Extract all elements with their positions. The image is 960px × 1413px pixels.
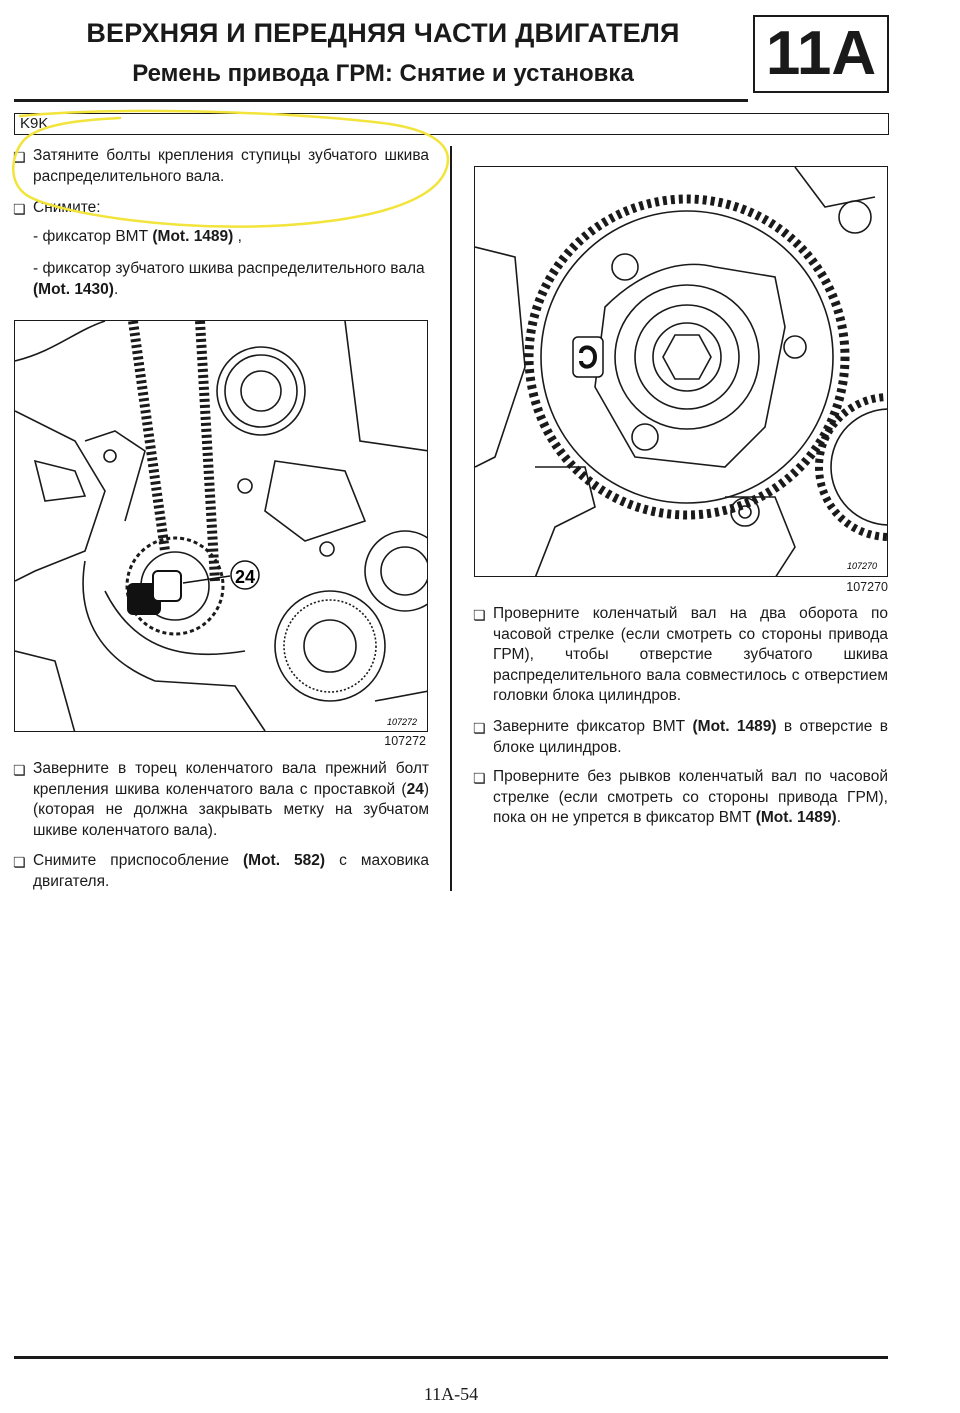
tool-ref: (Mot. 582): [243, 852, 326, 869]
substep-suffix: .: [113, 280, 119, 298]
tool-ref: (Mot. 1489): [755, 809, 837, 826]
checkbox-bullet-icon: ❏: [13, 762, 26, 778]
substep-tdc-pin: [33, 227, 429, 248]
page-subtitle: Ремень привода ГРМ: Снятие и установка: [132, 60, 634, 87]
chapter-badge: 11A: [753, 15, 889, 93]
checkbox-bullet-icon: ❏: [473, 607, 486, 623]
engine-code-bar: [14, 113, 889, 135]
step-remove-tool: [13, 851, 429, 892]
figure-inner-code: 107270: [846, 561, 877, 571]
checkbox-bullet-icon: ❏: [13, 149, 26, 165]
step-text: Снимите приспособление: [33, 852, 243, 869]
substep-suffix: ,: [233, 228, 242, 245]
engine-front-illustration: [15, 321, 428, 732]
checkbox-bullet-icon: ❏: [473, 720, 486, 736]
step-remove: [13, 198, 429, 219]
callout-ref: 24: [406, 780, 424, 798]
step-install-bolt: [13, 759, 429, 841]
figure-inner-code: 107272: [386, 717, 417, 727]
tool-ref: (Mot. 1430): [33, 280, 114, 298]
step-text: Заверните фиксатор ВМТ: [493, 718, 693, 735]
page-number: 11A-54: [423, 1384, 479, 1404]
section-title: ВЕРХНЯЯ И ПЕРЕДНЯЯ ЧАСТИ ДВИГАТЕЛЯ: [86, 18, 680, 48]
step-install-tdc-pin: [473, 717, 888, 758]
substep-text: - фиксатор ВМТ: [33, 228, 153, 245]
step-text: Заверните в торец коленчатого вала прежний болт крепления шкива коленчатого вала с проставкой (: [33, 760, 429, 798]
step-text: Снимите:: [33, 199, 101, 216]
step-text-end: .: [836, 809, 841, 826]
figure-caption: 107272: [384, 734, 426, 748]
step-text-end: ) (которая не должна закрывать метку на зубчатом шкиве коленчатого вала).: [33, 780, 429, 839]
camshaft-illustration: [475, 167, 888, 577]
checkbox-bullet-icon: ❏: [473, 770, 486, 786]
checkbox-bullet-icon: ❏: [13, 201, 26, 217]
checkbox-bullet-icon: ❏: [13, 854, 26, 870]
figure-caption: 107270: [846, 580, 888, 594]
step-text: Затяните болты крепления ступицы зубчатого шкива распределительного вала.: [33, 147, 429, 185]
step-text: Проверните без рывков коленчатый вал по часовой стрелке (если смотреть со стороны привода ГРМ), пока он не упрется в фиксатор ВМТ: [493, 768, 888, 826]
tool-ref: (Mot. 1489): [152, 228, 234, 245]
step-text-end: с маховика двигателя.: [33, 852, 429, 890]
step-tighten-bolts: [13, 146, 429, 187]
substep-cam-holder: [33, 259, 429, 300]
step-text: Проверните коленчатый вал на два оборота по часовой стрелке (если смотреть со стороны привода ГРМ), чтобы отверстие зубчатого шкива распределительного вала совместилось с отверстием головки блока цилиндров.: [493, 605, 888, 704]
step-text-end: в отверстие в блоке цилиндров.: [493, 718, 888, 756]
footer-rule: [14, 1356, 888, 1359]
step-rotate-to-stop: [473, 767, 888, 829]
engine-code: K9K: [20, 115, 49, 132]
step-rotate-crank: [473, 604, 888, 707]
cam-timing-hole: [573, 337, 603, 377]
substep-text: - фиксатор зубчатого шкива распределительного вала: [33, 260, 425, 277]
column-divider: [450, 146, 452, 891]
callout-number: 24: [234, 567, 256, 587]
figure-crankshaft-bolt: [14, 320, 428, 732]
figure-camshaft-sprocket: [474, 166, 888, 577]
header-rule: [14, 99, 748, 102]
tool-ref: (Mot. 1489): [692, 718, 777, 735]
